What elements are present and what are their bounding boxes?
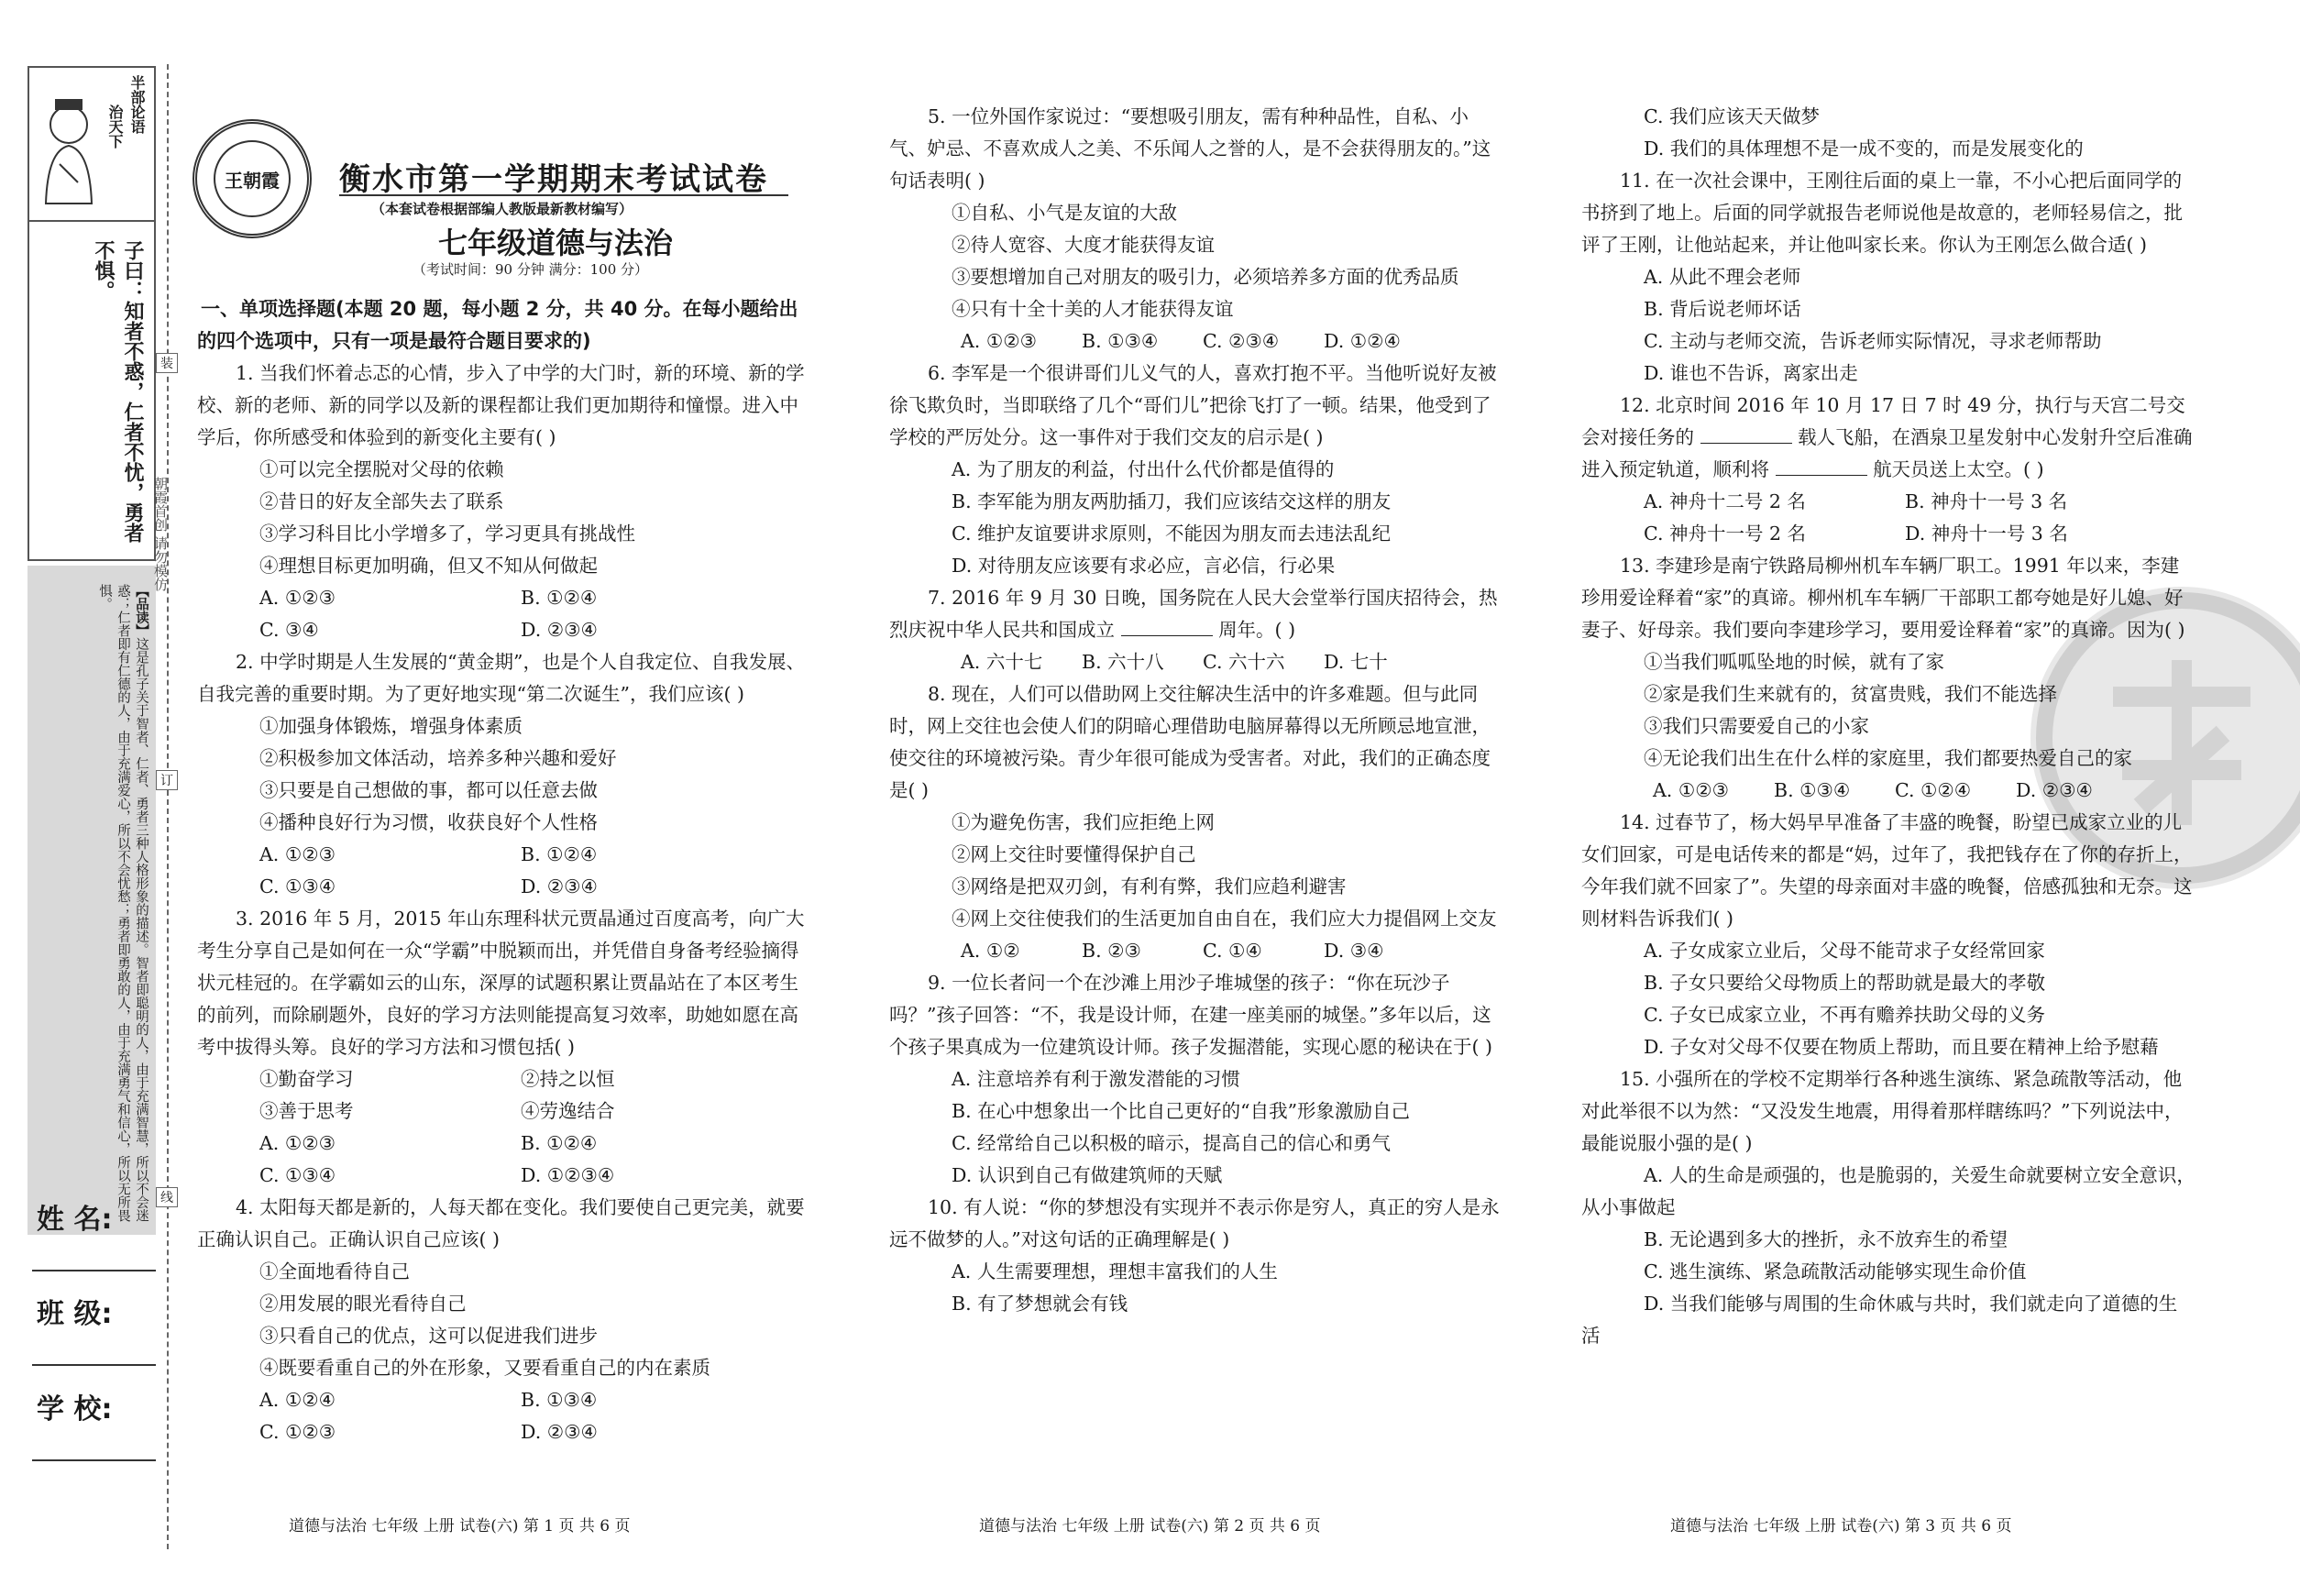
- q7-choice-a[interactable]: A. 六十七: [961, 651, 1043, 673]
- question-9-stem: 9. 一位长者问一个在沙滩上用沙子堆城堡的孩子：“你在玩沙子吗？”孩子回答：“不，我是设计师，在建一座美丽的城堡。”多年以后，这个孩子果真成为一位建筑设计师。孩子发掘潜能，实现心愿的秘诀在于( ): [889, 972, 1493, 1058]
- q12-blank-2[interactable]: [1776, 457, 1867, 476]
- exam-subtitle: （本套试卷根据部编人教版最新教材编写）: [371, 201, 633, 217]
- q5-choice-d[interactable]: D. ①②④: [1324, 330, 1401, 352]
- q8-choice-d[interactable]: D. ③④: [1324, 940, 1384, 962]
- q13-choice-b[interactable]: B. ①③④: [1774, 779, 1851, 801]
- q3-items-row-2: [197, 1095, 807, 1128]
- q9-choice-c[interactable]: C. 经常给自己以积极的暗示，提高自己的信心和勇气: [952, 1132, 1391, 1154]
- q1-item-4: ④理想目标更加明确，但又不知从何做起: [259, 555, 598, 577]
- q7-stem-part-b: 周年。( ): [1218, 619, 1296, 641]
- q8-choice-b[interactable]: B. ②③: [1082, 940, 1141, 962]
- commentary-label: 【品读】: [134, 584, 149, 637]
- q2-choice-c[interactable]: C. ①③④: [259, 875, 336, 897]
- q8-item-3: ③网络是把双刃剑，有利有弊，我们应趋利避害: [952, 875, 1347, 897]
- q6-choice-a[interactable]: A. 为了朋友的利益，付出什么代价都是值得的: [952, 458, 1335, 480]
- q13-item-3: ③我们只需要爱自己的小家: [1644, 715, 1869, 737]
- q2-item-2: ②积极参加文体活动，培养多种兴趣和爱好: [259, 747, 617, 769]
- page-footer-3: 道德与法治 七年级 上册 试卷(六) 第 3 页 共 6 页: [1670, 1517, 2012, 1535]
- q8-choice-c[interactable]: C. ①④: [1203, 940, 1262, 962]
- q10-choice-a[interactable]: A. 人生需要理想，理想丰富我们的人生: [952, 1260, 1278, 1282]
- q4-item-3: ③只看自己的优点，这可以促进我们进步: [259, 1325, 598, 1347]
- q12-choice-c[interactable]: C. 神舟十一号 2 名: [1644, 523, 1807, 545]
- q6-choice-d[interactable]: D. 对待朋友应该要有求必应，言必信，行必果: [952, 555, 1336, 577]
- question-15-stem: 15. 小强所在的学校不定期举行各种逃生演练、紧急疏散等活动，他对此举很不以为然：“又没发生地震，用得着那样瞎练吗？”下列说法中，最能说服小强的是( ): [1581, 1068, 2184, 1154]
- q14-choice-b[interactable]: B. 子女只要给父母物质上的帮助就是最大的孝敬: [1644, 972, 2046, 994]
- page-column-2: [889, 101, 1503, 1320]
- q1-choices-row-2: [197, 614, 807, 646]
- q4-choice-a[interactable]: A. ①②④: [259, 1389, 336, 1411]
- q11-choice-a[interactable]: A. 从此不理会老师: [1644, 266, 1801, 288]
- page-footer-2: 道德与法治 七年级 上册 试卷(六) 第 2 页 共 6 页: [979, 1517, 1321, 1535]
- q4-choice-c[interactable]: C. ①②③: [259, 1421, 336, 1443]
- brand-logo: [193, 119, 312, 238]
- question-10-stem: 10. 有人说：“你的梦想没有实现并不表示你是穷人，真正的穷人是永远不做梦的人。”对这句话的正确理解是( ): [889, 1196, 1500, 1250]
- q10-choice-b[interactable]: B. 有了梦想就会有钱: [952, 1293, 1128, 1315]
- q1-item-1: ①可以完全摆脱对父母的依赖: [259, 458, 504, 480]
- q12-stem-part-c: 航天员送上太空。( ): [1873, 458, 2044, 480]
- exam-grade-subject: 七年级道德与法治: [438, 226, 674, 260]
- q5-item-2: ②待人宽容、大度才能获得友谊: [952, 234, 1215, 256]
- q2-item-1: ①加强身体锻炼，增强身体素质: [259, 715, 523, 737]
- q13-choice-c[interactable]: C. ①②④: [1895, 779, 1972, 801]
- question-3-stem: 3. 2016 年 5 月，2015 年山东理科状元贾晶通过百度高考，向广大考生分享自己是如何在一众“学霸”中脱颖而出，并凭借自身备考经验摘得状元桂冠的。在学霸如云的山东，深厚的试题积累让贾晶站在了本区考生的前列，而除刷题外，良好的学习方法则能提高复习效率，助她如愿在高考中拔得头筹。良好的学习方法和习惯包括( ): [197, 908, 805, 1058]
- q4-choice-d[interactable]: D. ②③④: [521, 1421, 598, 1443]
- q2-item-4: ④播种良好行为习惯，收获良好个人性格: [259, 811, 598, 833]
- name-field-label: 姓 名:: [37, 1204, 113, 1236]
- q6-choice-b[interactable]: B. 李军能为朋友两肋插刀，我们应该结交这样的朋友: [952, 490, 1392, 512]
- q4-item-1: ①全面地看待自己: [259, 1260, 410, 1282]
- sage-portrait-icon: [37, 95, 101, 205]
- q9-choice-d[interactable]: D. 认识到自己有做建筑师的天赋: [952, 1164, 1223, 1186]
- q15-choice-a[interactable]: A. 人的生命是顽强的，也是脆弱的，关爱生命就要树立安全意识，从小事做起: [1581, 1164, 2195, 1218]
- commentary-box: [28, 566, 156, 1235]
- q3-choices-row-1: [197, 1128, 807, 1160]
- cut-mark-zhuang: 装: [156, 353, 178, 373]
- q5-item-3: ③要想增加自己对朋友的吸引力，必须培养多方面的优秀品质: [952, 266, 1459, 288]
- q7-choices: [889, 646, 1503, 678]
- sidebar-header-box: [28, 66, 156, 222]
- q7-choice-d[interactable]: D. 七十: [1324, 651, 1388, 673]
- q1-choice-a[interactable]: A. ①②③: [259, 587, 336, 609]
- q13-choice-d[interactable]: D. ②③④: [2016, 779, 2093, 801]
- q8-item-2: ②网上交往时要懂得保护自己: [952, 843, 1196, 865]
- q8-item-1: ①为避免伤害，我们应拒绝上网: [952, 811, 1215, 833]
- q10-choice-d[interactable]: D. 我们的具体理想不是一成不变的，而是发展变化的: [1644, 138, 2084, 160]
- question-5-stem: 5. 一位外国作家说过：“要想吸引朋友，需有种种品性，自私、小气、妒忌、不喜欢成人之美、不乐闻人之誉的人，是不会获得朋友的。”这句话表明( ): [889, 105, 1491, 192]
- q9-choice-b[interactable]: B. 在心中想象出一个比自己更好的“自我”形象激励自己: [952, 1100, 1411, 1122]
- exam-info: （考试时间：90 分钟 满分：100 分）: [413, 261, 649, 278]
- q1-choice-b[interactable]: B. ①②④: [521, 587, 598, 609]
- q1-choice-d[interactable]: D. ②③④: [521, 619, 598, 641]
- q5-item-4: ④只有十全十美的人才能获得友谊: [952, 298, 1234, 320]
- sidebar-motto-2: 治天下: [106, 105, 124, 149]
- class-field-label: 班 级:: [37, 1298, 113, 1330]
- q1-choice-c[interactable]: C. ③④: [259, 619, 319, 641]
- confucius-quote: 子曰：知者不惑，仁者不忧，勇者不惧。: [92, 240, 144, 543]
- q4-choices-row-1: [197, 1384, 807, 1416]
- q1-item-2: ②昔日的好友全部失去了联系: [259, 490, 504, 512]
- q9-choice-a[interactable]: A. 注意培养有利于激发潜能的习惯: [952, 1068, 1240, 1090]
- q4-item-4: ④既要看重自己的外在形象，又要看重自己的内在素质: [259, 1357, 710, 1379]
- q2-choices-row-1: [197, 839, 807, 871]
- question-1-stem: 1. 当我们怀着忐忑的心情，步入了中学的大门时，新的环境、新的学校、新的老师、新的同学以及新的课程都让我们更加期待和憧憬。进入中学后，你所感受和体验到的新变化主要有( ): [197, 362, 805, 448]
- cut-mark-ding: 订: [156, 770, 178, 790]
- binding-cut-line: [167, 64, 169, 1549]
- q15-choice-c[interactable]: C. 逃生演练、紧急疏散活动能够实现生命价值: [1644, 1260, 2027, 1282]
- q11-choice-c[interactable]: C. 主动与老师交流，告诉老师实际情况，寻求老师帮助: [1644, 330, 2102, 352]
- q5-choice-a[interactable]: A. ①②③: [961, 330, 1037, 352]
- q7-blank[interactable]: [1121, 617, 1213, 636]
- question-12-stem: [1581, 390, 2195, 486]
- q15-choice-d[interactable]: D. 当我们能够与周围的生命休戚与共时，我们就走向了道德的生活: [1581, 1293, 2178, 1347]
- question-7-stem: [889, 582, 1503, 646]
- q5-choices: [889, 325, 1503, 358]
- school-field-line[interactable]: [32, 1459, 156, 1461]
- exam-title: 衡水市第一学期期末考试试卷: [339, 161, 768, 198]
- q1-choices-row-1: [197, 582, 807, 614]
- q3-choice-b[interactable]: B. ①②④: [521, 1132, 598, 1154]
- q2-choices-row-2: [197, 871, 807, 903]
- q13-item-4: ④无论我们出生在什么样的家庭里，我们都要热爱自己的家: [1644, 747, 2132, 769]
- q3-item-1: ①勤奋学习: [259, 1068, 354, 1090]
- q4-choice-b[interactable]: B. ①③④: [521, 1389, 598, 1411]
- q8-item-4: ④网上交往使我们的生活更加自由自在，我们应大力提倡网上交友: [952, 908, 1497, 930]
- q14-choice-a[interactable]: A. 子女成家立业后，父母不能苛求子女经常回家: [1644, 940, 2045, 962]
- commentary-text: [95, 584, 150, 1226]
- q13-choices: [1581, 775, 2195, 807]
- page-column-3: [1581, 101, 2195, 1352]
- page-column-1: [197, 293, 807, 1448]
- q3-choices-row-2: [197, 1160, 807, 1192]
- q12-choice-d[interactable]: D. 神舟十一号 3 名: [1905, 523, 2068, 545]
- q2-item-3: ③只要是自己想做的事，都可以任意去做: [259, 779, 598, 801]
- q12-blank-1[interactable]: [1700, 424, 1792, 444]
- question-11-stem: 11. 在一次社会课中，王刚往后面的桌上一靠，不小心把后面同学的书挤到了地上。后面的同学就报告老师说他是故意的，老师轻易信之，批评了王刚，让他站起来，并让他叫家长来。你认为王刚怎么做合适( ): [1581, 170, 2183, 256]
- q7-choice-c[interactable]: C. 六十六: [1203, 651, 1285, 673]
- cut-note: 朝霞首创 请勿模仿: [152, 477, 169, 591]
- q7-stem-part-a: 7. 2016 年 9 月 30 日晚，国务院在人民大会堂举行国庆招待会，热烈庆祝中华人民共和国成立: [889, 587, 1498, 641]
- q2-choice-b[interactable]: B. ①②④: [521, 843, 598, 865]
- q14-choice-d[interactable]: D. 子女对父母不仅要在物质上帮助，而且要在精神上给予慰藉: [1644, 1036, 2159, 1058]
- q11-choice-d[interactable]: D. 谁也不告诉，离家出走: [1644, 362, 1858, 384]
- q6-choice-c[interactable]: C. 维护友谊要讲求原则，不能因为朋友而去违法乱纪: [952, 523, 1391, 545]
- sidebar: [28, 66, 156, 1459]
- q8-choices: [889, 935, 1503, 967]
- q12-stem-part-b: 载人飞船，在酒泉卫星发射中心发射升空后准确进入预定轨道，顺利将: [1581, 426, 2193, 480]
- q3-item-4: ④劳逸结合: [521, 1100, 615, 1122]
- q3-choice-a[interactable]: A. ①②③: [259, 1132, 336, 1154]
- question-4-stem: 4. 太阳每天都是新的，人每天都在变化。我们要使自己更完美，就要正确认识自己。正确认识自己应该( ): [197, 1196, 805, 1250]
- q1-item-3: ③学习科目比小学增多了，学习更具有挑战性: [259, 523, 635, 545]
- question-13-stem: 13. 李建珍是南宁铁路局柳州机车车辆厂职工。1991 年以来，李建珍用爱诠释着“家”的真谛。柳州机车车辆厂干部职工都夸她是好儿媳、好妻子、好母亲。我们要向李建珍学习，要用爱诠释着“家”的真谛。因为( ): [1581, 555, 2185, 641]
- question-2-stem: 2. 中学时期是人生发展的“黄金期”，也是个人自我定位、自我发展、自我完善的重要时期。为了更好地实现“第二次诞生”，我们应该( ): [197, 651, 806, 705]
- q3-items-row-1: [197, 1063, 807, 1095]
- question-14-stem: 14. 过春节了，杨大妈早早准备了丰盛的晚餐，盼望已成家立业的儿女们回家，可是电话传来的都是“妈，过年了，我把钱存在了你的存折上，今年我们就不回家了”。失望的母亲面对丰盛的晚餐，倍感孤独和无奈。这则材料告诉我们( ): [1581, 811, 2193, 930]
- q4-choices-row-2: [197, 1416, 807, 1448]
- q12-choice-b[interactable]: B. 神舟十一号 3 名: [1905, 490, 2068, 512]
- q10-choice-c[interactable]: C. 我们应该天天做梦: [1644, 105, 1820, 127]
- q13-item-2: ②家是我们生来就有的，贫富贵贱，我们不能选择: [1644, 683, 2057, 705]
- brand-logo-text: 王朝霞: [214, 140, 291, 217]
- q5-choice-b[interactable]: B. ①③④: [1082, 330, 1159, 352]
- q13-item-1: ①当我们呱呱坠地的时候，就有了家: [1644, 651, 1944, 673]
- q15-choice-b[interactable]: B. 无论遇到多大的挫折，永不放弃生的希望: [1644, 1228, 2008, 1250]
- commentary-body: 这是孔子关于智者、仁者、勇者三种人格形象的描述。智者即聪明的人，由于充满智慧，所以不会迷惑；仁者即有仁德的人，由于充满爱心，所以不会忧愁；勇者即勇敢的人，由于充满勇气和信心，所以无所畏惧。: [97, 584, 149, 1222]
- q3-item-2: ②持之以恒: [521, 1068, 615, 1090]
- class-field-line[interactable]: [32, 1364, 156, 1366]
- page-footer-1: 道德与法治 七年级 上册 试卷(六) 第 1 页 共 6 页: [289, 1517, 631, 1535]
- q3-choice-d[interactable]: D. ①②③④: [521, 1164, 615, 1186]
- q2-choice-d[interactable]: D. ②③④: [521, 875, 598, 897]
- q5-item-1: ①自私、小气是友谊的大敌: [952, 202, 1177, 224]
- q5-choice-c[interactable]: C. ②③④: [1203, 330, 1280, 352]
- q12-choices-row-2: [1581, 518, 2195, 550]
- q12-choices-row-1: [1581, 486, 2195, 518]
- q14-choice-c[interactable]: C. 子女已成家立业，不再有赡养扶助父母的义务: [1644, 1004, 2045, 1026]
- sidebar-motto-1: 半部论语: [128, 75, 146, 134]
- school-field-label: 学 校:: [37, 1393, 113, 1425]
- q13-choice-a[interactable]: A. ①②③: [1653, 779, 1729, 801]
- q12-stem-part-a: 12. 北京时间 2016 年 10 月 17 日 7 时 49 分，执行与天宫二号交会对接任务的: [1581, 394, 2185, 448]
- question-6-stem: 6. 李军是一个很讲哥们儿义气的人，喜欢打抱不平。当他听说好友被徐飞欺负时，当即联络了几个“哥们儿”把徐飞打了一顿。结果，他受到了学校的严厉处分。这一事件对于我们交友的启示是( ): [889, 362, 1497, 448]
- q8-choice-a[interactable]: A. ①②: [961, 940, 1020, 962]
- q2-choice-a[interactable]: A. ①②③: [259, 843, 336, 865]
- q4-item-2: ②用发展的眼光看待自己: [259, 1293, 467, 1315]
- q3-item-3: ③善于思考: [259, 1100, 354, 1122]
- name-field-line[interactable]: [32, 1270, 156, 1271]
- q7-choice-b[interactable]: B. 六十八: [1082, 651, 1164, 673]
- confucius-quote-box: [28, 222, 156, 561]
- section-heading: 一、单项选择题(本题 20 题，每小题 2 分，共 40 分。在每小题给出的四个选项中，只有一项是最符合题目要求的): [197, 298, 798, 352]
- q12-choice-a[interactable]: A. 神舟十二号 2 名: [1644, 490, 1806, 512]
- cut-mark-xian: 线: [156, 1187, 178, 1207]
- q11-choice-b[interactable]: B. 背后说老师坏话: [1644, 298, 1801, 320]
- question-8-stem: 8. 现在，人们可以借助网上交往解决生活中的许多难题。但与此同时，网上交往也会使人们的阴暗心理借助电脑屏幕得以无所顾忌地宣泄，使交往的环境被污染。青少年很可能成为受害者。对此，我们的正确态度是( ): [889, 683, 1491, 801]
- q3-choice-c[interactable]: C. ①③④: [259, 1164, 336, 1186]
